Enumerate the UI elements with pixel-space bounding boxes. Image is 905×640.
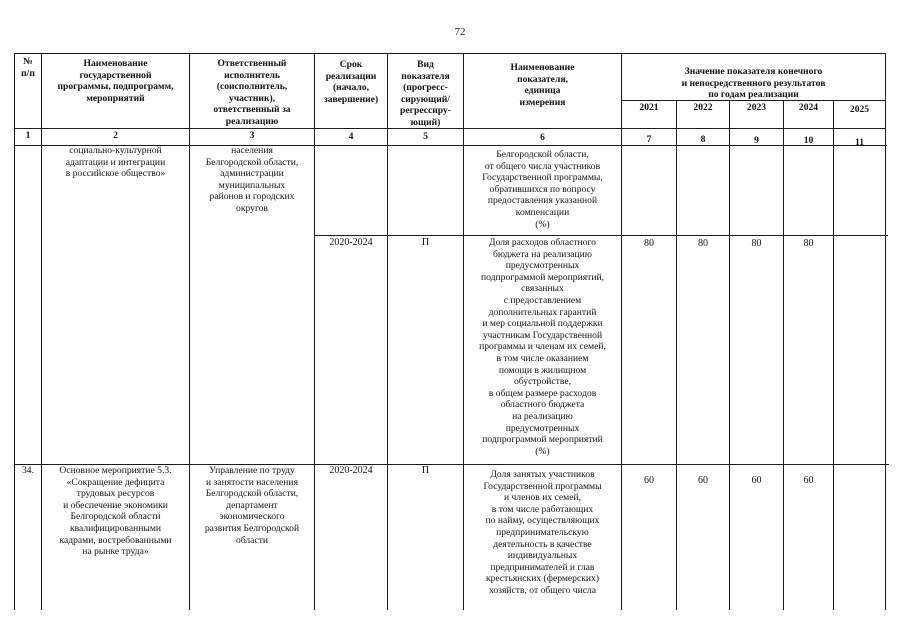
row3-period: 2020-2024 xyxy=(329,465,373,476)
colnum-3: 3 xyxy=(249,130,255,141)
header-values-group: Значение показателя конечного и непосредственного результатов по годам реализации xyxy=(681,66,826,101)
header-indicator-name: Наименование показателя, единица измерения xyxy=(510,62,575,108)
row3-executor: Управление по труду и занятости населения Белгородской области, департамент экономического развития Белгородской области xyxy=(204,465,300,546)
row-divider-2 xyxy=(314,235,888,236)
row1-executor: населения Белгородской области, администрации муниципальных районов и городских округов xyxy=(205,145,299,214)
header-indicator-type: Вид показателя (прогресс- сирующий/ регрессиру- ющий) xyxy=(400,59,451,128)
colnum-4: 4 xyxy=(348,131,354,142)
header-program-name: Наименование государственной программы, подпрограмм, мероприятий xyxy=(57,58,174,104)
row3-value-2024: 60 xyxy=(803,475,814,486)
table-border-top xyxy=(14,53,885,54)
row2-value-2024: 80 xyxy=(803,238,814,249)
table-border-right xyxy=(885,53,886,610)
header-year-2024: 2024 xyxy=(798,102,819,113)
col-divider-9 xyxy=(783,100,784,610)
row2-value-2021: 80 xyxy=(644,238,654,249)
row3-type: П xyxy=(421,465,430,476)
header-year-2021: 2021 xyxy=(639,102,659,113)
colnum-7: 7 xyxy=(646,134,652,145)
colnum-9: 9 xyxy=(754,135,759,146)
row1-program-name: социально-культурной адаптации и интеграции в российское общество» xyxy=(65,145,166,180)
colnum-6: 6 xyxy=(540,132,545,143)
page-number: 72 xyxy=(454,26,466,38)
colnum-8: 8 xyxy=(700,134,706,145)
row3-value-2022: 60 xyxy=(698,475,708,486)
colnum-1: 1 xyxy=(25,130,31,141)
row3-value-2021: 60 xyxy=(644,475,654,486)
row2-type: П xyxy=(421,237,430,248)
col-divider-7 xyxy=(676,100,677,610)
header-num: № п/п xyxy=(21,56,35,79)
col-divider-8 xyxy=(729,100,730,610)
row2-period: 2020-2024 xyxy=(329,237,373,248)
row3-program-name: Основное мероприятие 5.3. «Сокращение дефицита трудовых ресурсов и обеспечение экономики Белгородской области квалифицированными кадрами, востребованными на рынке труда» xyxy=(59,465,172,558)
colnum-11: 11 xyxy=(854,137,865,148)
row3-num: 34. xyxy=(22,465,34,476)
row2-value-2023: 80 xyxy=(751,238,762,249)
colnum-10: 10 xyxy=(803,135,814,146)
colnum-5: 5 xyxy=(423,131,428,142)
header-period: Срок реализации (начало, завершение) xyxy=(323,59,379,105)
header-year-2023: 2023 xyxy=(746,102,767,113)
header-year-2025: 2025 xyxy=(849,104,870,115)
row2-indicator: Доля расходов областного бюджета на реализацию предусмотренных подпрограммой мероприятий, связанных с предоставлением дополнительных гарантий и мер социальной поддержки участникам Государственной программы и членам их семей, в том числе оказанием помощи в жилищном обустройстве, в общем размере расходов областного бюджета на реализацию предусмотренных подпрограммой мероприятий (%) xyxy=(479,237,606,457)
row3-indicator: Доля занятых участников Государственной программы и членов их семей, в том числе работающих по найму, осуществляющих предпринимательскую деятельность в качестве индивидуальных предпринимателей и глав крестьянских (фермерских) хозяйств, от общего числа xyxy=(483,469,602,596)
colnum-2: 2 xyxy=(113,130,118,141)
row1-indicator: Белгородской области, от общего числа участников Государственной программы, обратившихся по вопросу предоставления указанной компенсации (%) xyxy=(482,149,603,230)
row3-value-2023: 60 xyxy=(751,475,762,486)
col-divider-10 xyxy=(833,100,834,610)
header-executor: Ответственный исполнитель (соисполнитель, участник), ответственный за реализацию xyxy=(213,58,291,127)
row2-value-2022: 80 xyxy=(698,238,708,249)
header-year-2022: 2022 xyxy=(693,102,713,113)
